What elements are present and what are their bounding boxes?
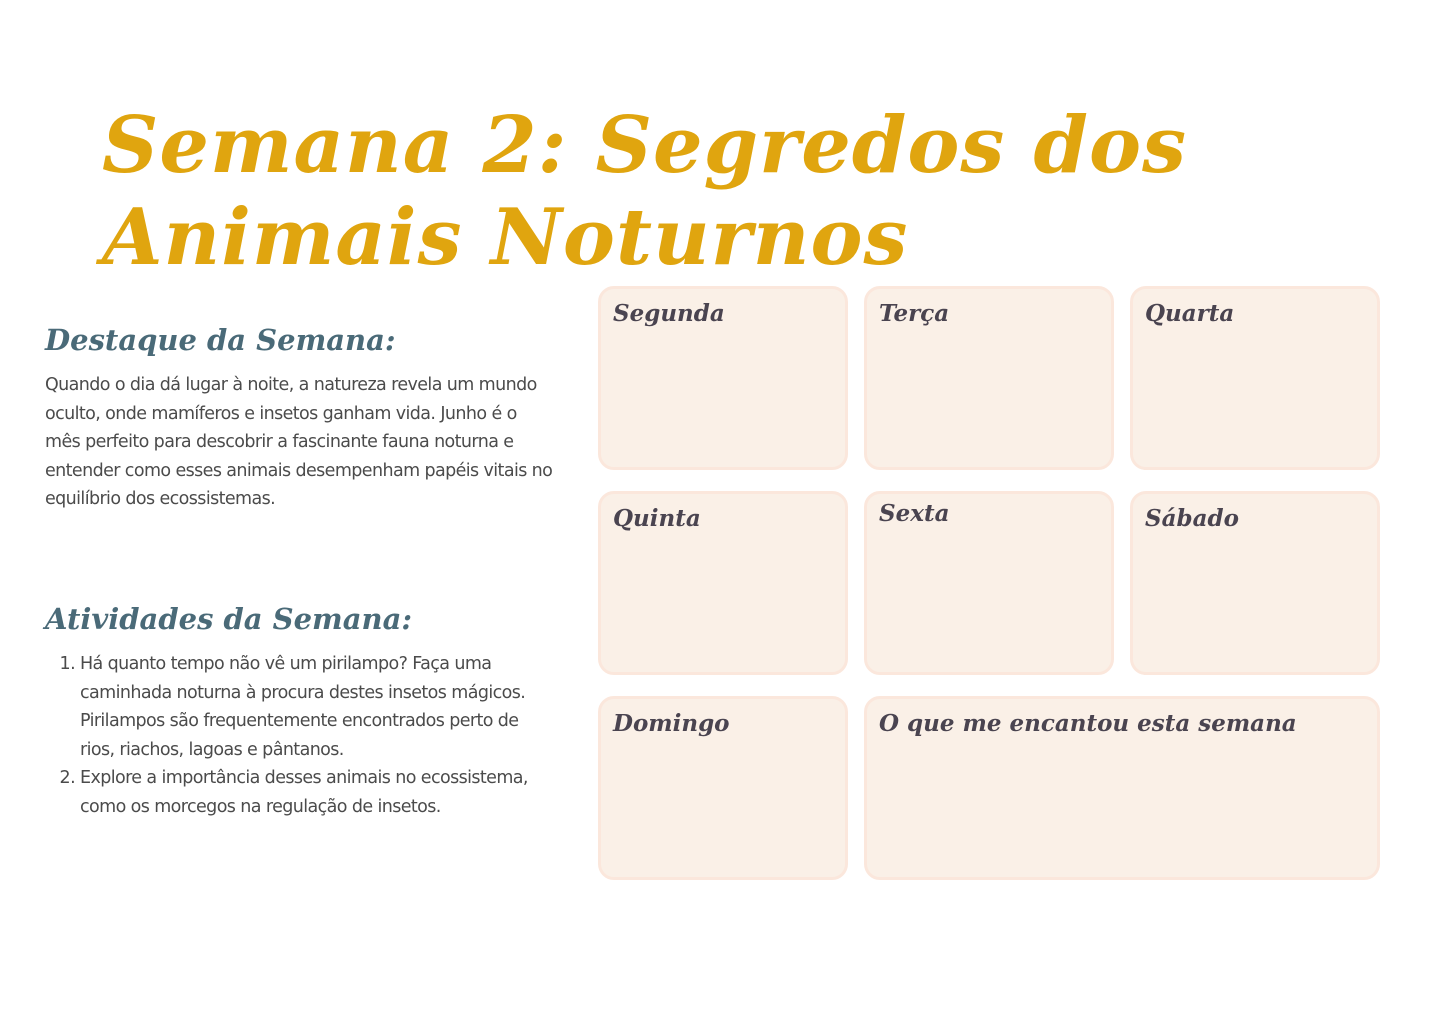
- day-box-sabado[interactable]: [1130, 491, 1380, 675]
- day-box-segunda[interactable]: [598, 286, 848, 470]
- day-box-quinta[interactable]: [598, 491, 848, 675]
- activities-heading: Atividades da Semana:: [45, 602, 413, 636]
- highlight-heading: Destaque da Semana:: [45, 323, 396, 357]
- day-label-quinta: Quinta: [613, 505, 701, 532]
- day-label-sabado: Sábado: [1145, 505, 1239, 532]
- activities-list: [45, 650, 555, 821]
- activity-item-1: 1. Há quanto tempo não vê um pirilampo? Faça uma caminhada noturna à procura destes insetos mágicos. Pirilampos são frequentemente encontrados perto de rios, riachos, lagoas e pântanos.: [80, 650, 555, 764]
- page-title: Semana 2: Segredos dos Animais Noturnos: [102, 100, 1187, 283]
- day-label-sexta: Sexta: [879, 500, 950, 527]
- day-box-quarta[interactable]: [1130, 286, 1380, 470]
- day-label-segunda: Segunda: [613, 300, 725, 327]
- day-box-terca[interactable]: [864, 286, 1114, 470]
- reflection-box[interactable]: [864, 696, 1380, 880]
- day-label-domingo: Domingo: [613, 710, 730, 737]
- day-label-terca: Terça: [879, 300, 950, 327]
- reflection-label: O que me encantou esta semana: [879, 710, 1297, 737]
- activity-item-2: 2. Explore a importância desses animais no ecossistema, como os morcegos na regulação de insetos.: [80, 764, 555, 821]
- day-box-domingo[interactable]: [598, 696, 848, 880]
- highlight-text: Quando o dia dá lugar à noite, a natureza revela um mundo oculto, onde mamíferos e insetos ganham vida. Junho é o mês perfeito para descobrir a fascinante fauna noturna e entender como esses animais desempenham papéis vitais no equilíbrio dos ecossistemas.: [45, 375, 553, 509]
- day-box-sexta[interactable]: [864, 491, 1114, 675]
- day-label-quarta: Quarta: [1145, 300, 1235, 327]
